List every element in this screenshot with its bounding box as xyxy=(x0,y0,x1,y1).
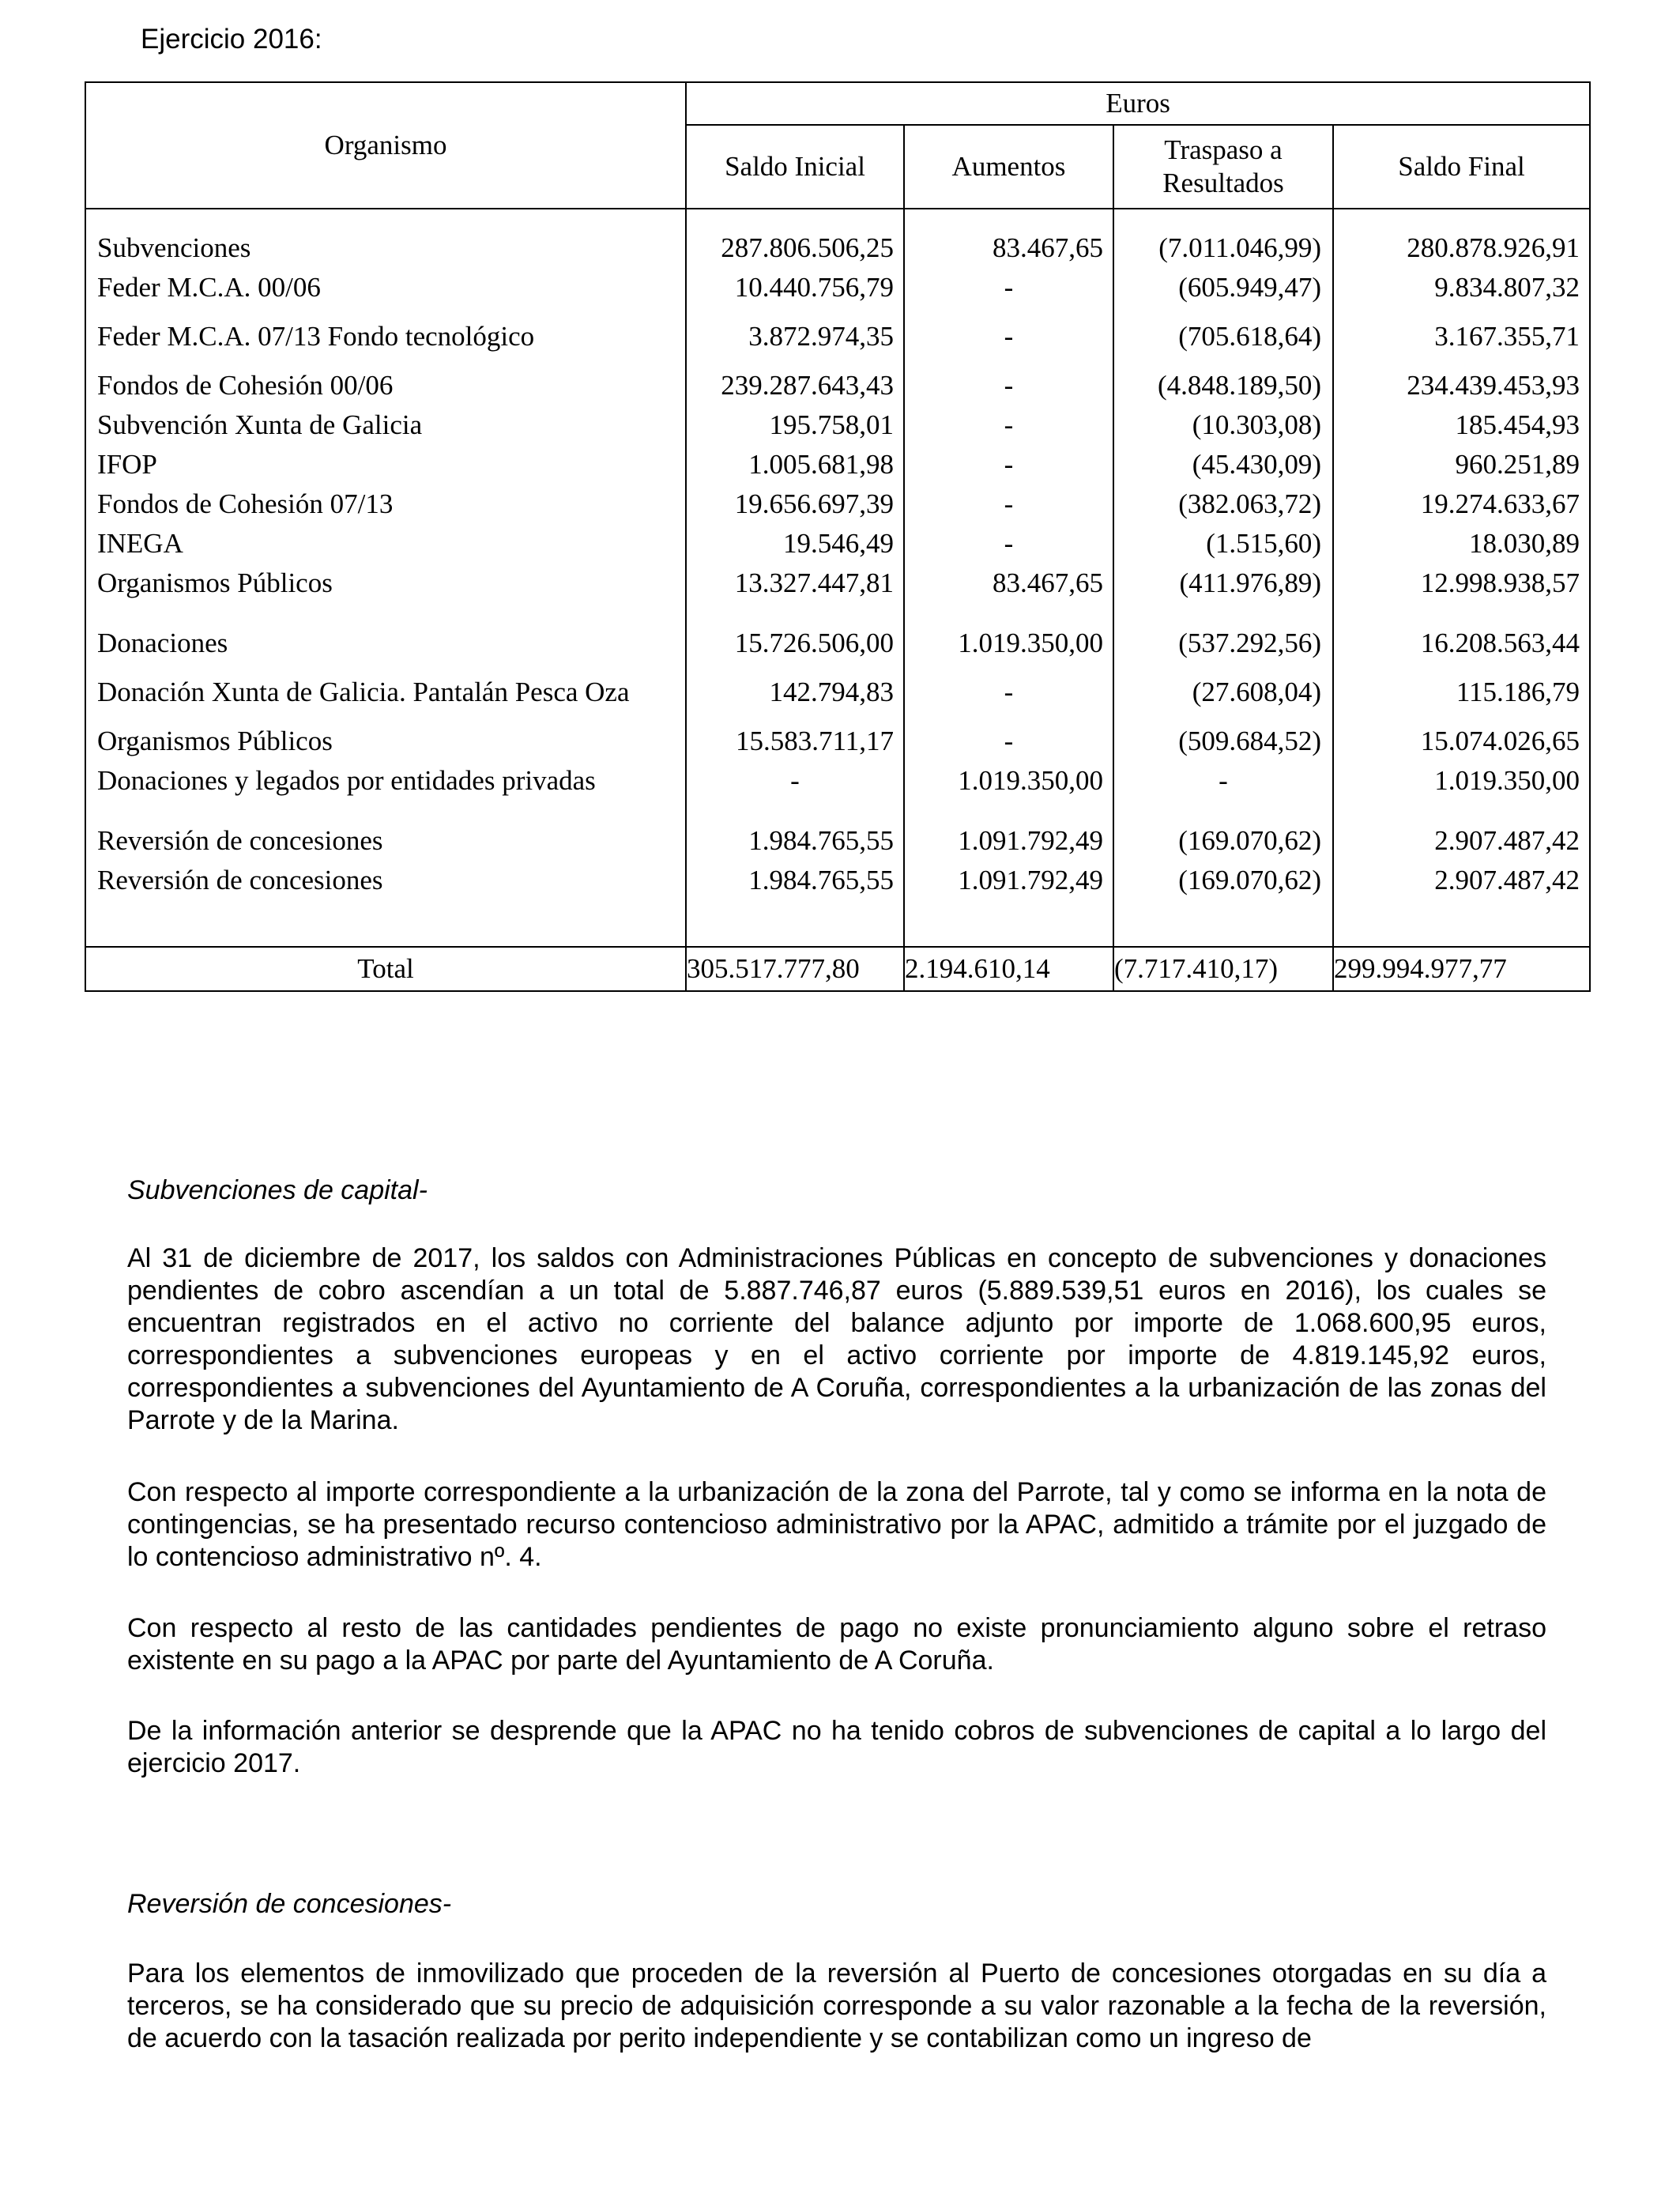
cell-aumentos: - xyxy=(904,307,1113,366)
paragraph-resto-cantidades: Con respecto al resto de las cantidades pendientes de pago no existe pronunciamiento alguno sobre el retraso existente en su pago a la APAC por parte del Ayuntamiento de A Coruña. xyxy=(127,1613,1546,1676)
cell-saldo-inicial: 1.005.681,98 xyxy=(686,445,904,484)
cell-saldo-final: 19.274.633,67 xyxy=(1333,484,1590,524)
cell-traspaso: (169.070,62) xyxy=(1113,861,1333,900)
row-label: Donaciones xyxy=(85,624,686,663)
row-label: Subvención Xunta de Galicia xyxy=(85,405,686,445)
cell-aumentos: 1.019.350,00 xyxy=(904,624,1113,663)
cell-saldo-inicial: 1.984.765,55 xyxy=(686,821,904,861)
table-row xyxy=(85,268,1590,307)
cell-traspaso: (169.070,62) xyxy=(1113,821,1333,861)
section-heading-reversion: Reversión de concesiones- xyxy=(127,1889,452,1919)
table-row xyxy=(85,564,1590,603)
cell-saldo-final: 18.030,89 xyxy=(1333,524,1590,564)
total-saldo-inicial: 305.517.777,80 xyxy=(686,947,904,991)
cell-saldo-final: 280.878.926,91 xyxy=(1333,228,1590,268)
row-label: Organismos Públicos xyxy=(85,722,686,761)
cell-aumentos: - xyxy=(904,405,1113,445)
cell-traspaso: (605.949,47) xyxy=(1113,268,1333,307)
cell-saldo-inicial: 15.583.711,17 xyxy=(686,722,904,761)
total-traspaso: (7.717.410,17) xyxy=(1113,947,1333,991)
cell-aumentos: - xyxy=(904,484,1113,524)
row-label: Reversión de concesiones xyxy=(85,861,686,900)
total-aumentos: 2.194.610,14 xyxy=(904,947,1113,991)
cell-saldo-final: 1.019.350,00 xyxy=(1333,761,1590,801)
cell-saldo-inicial: 19.546,49 xyxy=(686,524,904,564)
cell-saldo-final: 2.907.487,42 xyxy=(1333,861,1590,900)
row-label: Organismos Públicos xyxy=(85,564,686,603)
spacer-row xyxy=(85,801,1590,821)
cell-aumentos: 1.091.792,49 xyxy=(904,821,1113,861)
column-header-saldo-final: Saldo Final xyxy=(1333,125,1590,209)
cell-saldo-inicial: 13.327.447,81 xyxy=(686,564,904,603)
table-row xyxy=(85,761,1590,801)
table-row xyxy=(85,307,1590,366)
row-label: IFOP xyxy=(85,445,686,484)
cell-aumentos: - xyxy=(904,268,1113,307)
row-label: Subvenciones xyxy=(85,228,686,268)
paragraph-saldos: Al 31 de diciembre de 2017, los saldos con Administraciones Públicas en concepto de subvenciones y donaciones pendientes de cobro ascendían a un total de 5.887.746,87 euros (5.889.539,51 euros en 2016), los cuales se encuentran registrados en el activo no corriente del balance adjunto por importe de 1.068.600,95 euros, correspondientes a subvenciones europeas y en el activo corriente por importe de 4.819.145,92 euros, correspondientes a subvenciones del Ayuntamiento de A Coruña, correspondientes a la urbanización de las zonas del Parrote y de la Marina. xyxy=(127,1243,1546,1435)
cell-aumentos: - xyxy=(904,366,1113,405)
cell-traspaso: (4.848.189,50) xyxy=(1113,366,1333,405)
total-label: Total xyxy=(85,947,686,991)
cell-aumentos: - xyxy=(904,445,1113,484)
cell-saldo-final: 2.907.487,42 xyxy=(1333,821,1590,861)
row-label: Reversión de concesiones xyxy=(85,821,686,861)
cell-aumentos: 83.467,65 xyxy=(904,564,1113,603)
paragraph-parrote: Con respecto al importe correspondiente a la urbanización de la zona del Parrote, tal y como se informa en la nota de contingencias, se ha presentado recurso contencioso administrativo por la APAC, admitido a trámite por el juzgado de lo contencioso administrativo nº. 4. xyxy=(127,1477,1546,1572)
cell-traspaso: (10.303,08) xyxy=(1113,405,1333,445)
cell-aumentos: 83.467,65 xyxy=(904,228,1113,268)
spacer-row xyxy=(85,209,1590,228)
table-row xyxy=(85,861,1590,900)
table-row xyxy=(85,366,1590,405)
cell-saldo-inicial: 195.758,01 xyxy=(686,405,904,445)
cell-saldo-final: 960.251,89 xyxy=(1333,445,1590,484)
cell-aumentos: 1.091.792,49 xyxy=(904,861,1113,900)
spacer-row xyxy=(85,603,1590,624)
cell-saldo-final: 234.439.453,93 xyxy=(1333,366,1590,405)
subsidies-table xyxy=(85,81,1591,992)
cell-traspaso: (537.292,56) xyxy=(1113,624,1333,663)
table-row xyxy=(85,228,1590,268)
cell-aumentos: - xyxy=(904,722,1113,761)
row-label: Feder M.C.A. 07/13 Fondo tecnológico xyxy=(85,307,686,366)
cell-traspaso: (411.976,89) xyxy=(1113,564,1333,603)
row-label: Donación Xunta de Galicia. Pantalán Pesca Oza xyxy=(85,663,686,722)
cell-aumentos: - xyxy=(904,663,1113,722)
table-row xyxy=(85,405,1590,445)
cell-saldo-final: 3.167.355,71 xyxy=(1333,307,1590,366)
cell-saldo-final: 9.834.807,32 xyxy=(1333,268,1590,307)
cell-saldo-final: 12.998.938,57 xyxy=(1333,564,1590,603)
cell-saldo-final: 15.074.026,65 xyxy=(1333,722,1590,761)
spacer-row xyxy=(85,900,1590,947)
cell-traspaso: (382.063,72) xyxy=(1113,484,1333,524)
row-label: Donaciones y legados por entidades privadas xyxy=(85,761,686,801)
table-row xyxy=(85,821,1590,861)
cell-aumentos: - xyxy=(904,524,1113,564)
table-row xyxy=(85,484,1590,524)
column-header-saldo-inicial: Saldo Inicial xyxy=(686,125,904,209)
cell-traspaso: (705.618,64) xyxy=(1113,307,1333,366)
cell-saldo-final: 185.454,93 xyxy=(1333,405,1590,445)
exercise-label: Ejercicio 2016: xyxy=(141,24,322,55)
row-label: Feder M.C.A. 00/06 xyxy=(85,268,686,307)
cell-traspaso: (27.608,04) xyxy=(1113,663,1333,722)
cell-saldo-inicial: 15.726.506,00 xyxy=(686,624,904,663)
table-row xyxy=(85,624,1590,663)
column-header-euros: Euros xyxy=(686,82,1590,125)
cell-saldo-inicial: 239.287.643,43 xyxy=(686,366,904,405)
total-row xyxy=(85,947,1590,991)
cell-saldo-inicial: 287.806.506,25 xyxy=(686,228,904,268)
column-header-organismo: Organismo xyxy=(85,82,686,209)
column-header-traspaso-line1: Traspaso a xyxy=(1164,134,1283,165)
cell-saldo-inicial: - xyxy=(686,761,904,801)
table-row xyxy=(85,445,1590,484)
cell-saldo-final: 115.186,79 xyxy=(1333,663,1590,722)
table-row xyxy=(85,722,1590,761)
paragraph-reversion: Para los elementos de inmovilizado que proceden de la reversión al Puerto de concesiones otorgadas en su día a terceros, se ha considerado que su precio de adquisición corresponde a su valor razonable a la fecha de la reversión, de acuerdo con la tasación realizada por perito independiente y se contabilizan como un ingreso de xyxy=(127,1958,1546,2053)
total-saldo-final: 299.994.977,77 xyxy=(1333,947,1590,991)
cell-saldo-final: 16.208.563,44 xyxy=(1333,624,1590,663)
cell-traspaso: (509.684,52) xyxy=(1113,722,1333,761)
cell-aumentos: 1.019.350,00 xyxy=(904,761,1113,801)
cell-traspaso: - xyxy=(1113,761,1333,801)
cell-saldo-inicial: 19.656.697,39 xyxy=(686,484,904,524)
cell-saldo-inicial: 142.794,83 xyxy=(686,663,904,722)
column-header-aumentos: Aumentos xyxy=(904,125,1113,209)
cell-traspaso: (7.011.046,99) xyxy=(1113,228,1333,268)
cell-saldo-inicial: 10.440.756,79 xyxy=(686,268,904,307)
column-header-traspaso-line2: Resultados xyxy=(1162,168,1284,198)
table-row xyxy=(85,663,1590,722)
row-label: INEGA xyxy=(85,524,686,564)
cell-traspaso: (1.515,60) xyxy=(1113,524,1333,564)
cell-traspaso: (45.430,09) xyxy=(1113,445,1333,484)
row-label: Fondos de Cohesión 07/13 xyxy=(85,484,686,524)
cell-saldo-inicial: 1.984.765,55 xyxy=(686,861,904,900)
paragraph-cobros: De la información anterior se desprende que la APAC no ha tenido cobros de subvenciones de capital a lo largo del ejercicio 2017. xyxy=(127,1716,1546,1778)
cell-saldo-inicial: 3.872.974,35 xyxy=(686,307,904,366)
row-label: Fondos de Cohesión 00/06 xyxy=(85,366,686,405)
section-heading-subvenciones: Subvenciones de capital- xyxy=(127,1175,428,1205)
table-row xyxy=(85,524,1590,564)
column-header-traspaso xyxy=(1113,125,1333,209)
